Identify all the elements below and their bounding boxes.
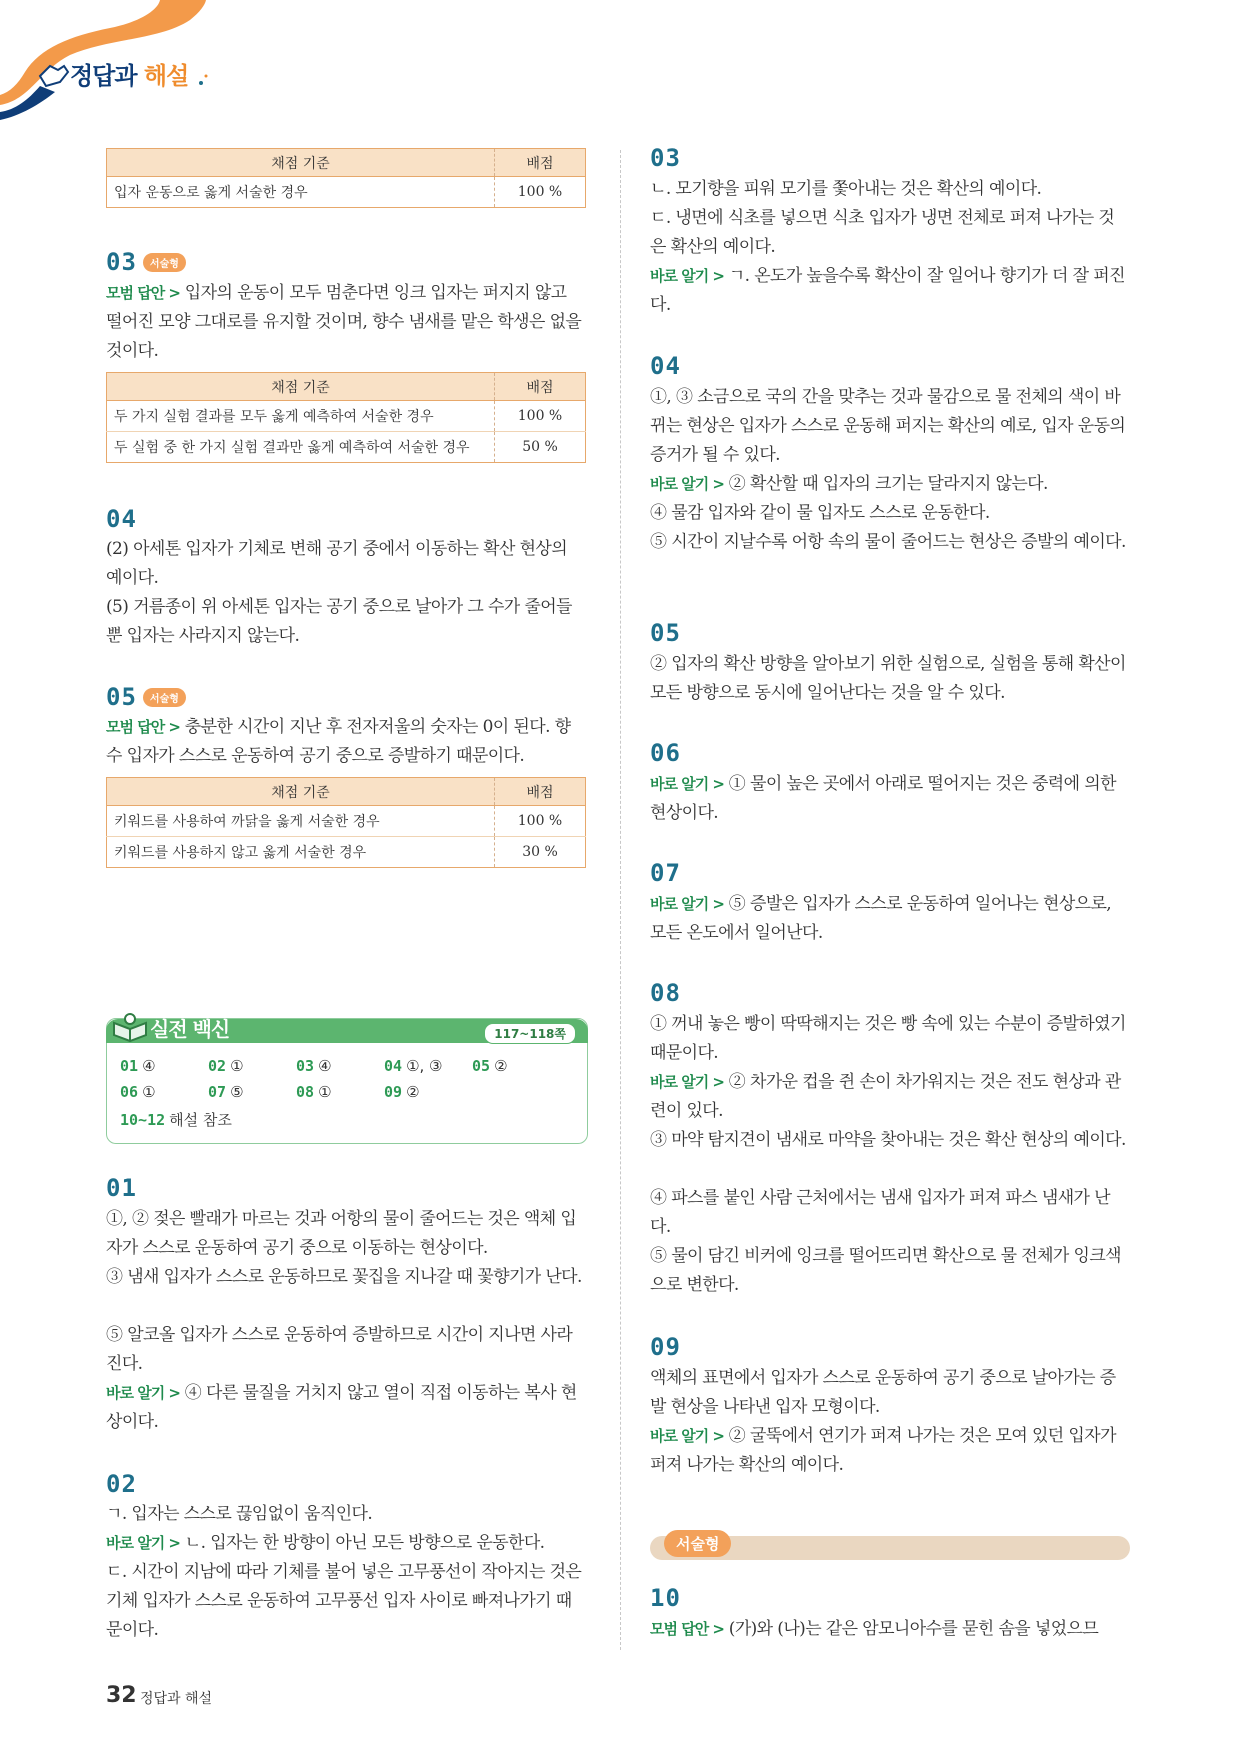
correct-note: 바로 알기 > ㄴ. 입자는 한 방향이 아닌 모든 방향으로 운동한다.	[106, 1533, 545, 1553]
answer-item: 05 ②	[472, 1057, 508, 1075]
explanation-text: ㄴ. 모기향을 피워 모기를 쫓아내는 것은 확산의 예이다.	[650, 179, 1042, 199]
answer-item: 09 ②	[384, 1083, 420, 1101]
correct-note: 바로 알기 > ① 물이 높은 곳에서 아래로 떨어지는 것은 중력에 의한 현상이다.	[650, 774, 1116, 823]
explanation-text: ② 입자의 확산 방향을 알아보기 위한 실험으로, 실험을 통해 확산이 모든 방향으로 동시에 일어난다는 것을 알 수 있다.	[650, 654, 1126, 703]
question-number: 05 서술형	[106, 683, 186, 711]
scoring-table-2: 채점 기준 배점 두 가지 실험 결과를 모두 옳게 예측하여 서술한 경우 100 % 두 실험 중 한 가지 실험 결과만 옳게 예측하여 서술한 경우 50 %	[106, 372, 586, 463]
model-answer: 모범 답안 > 입자의 운동이 모두 멈춘다면 잉크 입자는 퍼지지 않고 떨어진 모양 그대로를 유지할 것이며, 향수 냄새를 맡은 학생은 없을 것이다.	[106, 283, 582, 361]
table-row: 입자 운동으로 옳게 서술한 경우 100 %	[107, 177, 586, 208]
question-number: 01	[106, 1174, 137, 1202]
practice-title: 실전 백신	[150, 1017, 230, 1041]
question-number: 09	[650, 1333, 681, 1361]
explanation-text: ㄱ. 입자는 스스로 끊임없이 움직인다.	[106, 1504, 373, 1524]
correct-note: 바로 알기 > ④ 다른 물질을 거치지 않고 열이 직접 이동하는 복사 현상이다.	[106, 1383, 577, 1432]
explanation-text: (5) 거름종이 위 아세톤 입자는 공기 중으로 날아가 그 수가 줄어들 뿐 입자는 사라지지 않는다.	[106, 597, 572, 646]
explanation-text: ④ 물감 입자와 같이 물 입자도 스스로 운동한다.	[650, 503, 990, 523]
answer-item: 01 ④	[120, 1057, 156, 1075]
page-range-badge: 117~118쪽	[484, 1023, 576, 1044]
correct-note: 바로 알기 > ② 확산할 때 입자의 크기는 달라지지 않는다.	[650, 474, 1048, 494]
question-number: 03 서술형	[106, 248, 186, 276]
explanation-text: ① 꺼내 놓은 빵이 딱딱해지는 것은 빵 속에 있는 수분이 증발하였기 때문이다.	[650, 1014, 1126, 1063]
answer-item: 03 ④	[296, 1057, 332, 1075]
header-title: 정답과 해설	[70, 62, 189, 90]
explanation-text: ④ 파스를 붙인 사람 근처에서는 냄새 입자가 퍼져 파스 냄새가 난다.	[650, 1188, 1110, 1237]
explanation-text: ⑤ 물이 담긴 비커에 잉크를 떨어뜨리면 확산으로 물 전체가 잉크색으로 변한다.	[650, 1246, 1122, 1295]
table-row: 두 실험 중 한 가지 실험 결과만 옳게 예측하여 서술한 경우 50 %	[107, 432, 586, 463]
question-number: 07	[650, 859, 681, 887]
explanation-text: ㄷ. 냉면에 식초를 넣으면 식초 입자가 냉면 전체로 퍼져 나가는 것은 확산의 예이다.	[650, 208, 1115, 257]
scoring-table-1	[106, 148, 586, 208]
question-number: 03	[650, 144, 681, 172]
question-number: 10	[650, 1584, 681, 1612]
descriptive-badge: 서술형	[143, 253, 186, 272]
explanation-text: ⑤ 시간이 지날수록 어항 속의 물이 줄어드는 현상은 증발의 예이다.	[650, 532, 1126, 552]
answer-item: 08 ①	[296, 1083, 332, 1101]
question-number: 04	[650, 352, 681, 380]
table-row: 키워드를 사용하여 까닭을 옳게 서술한 경우 100 %	[107, 806, 586, 837]
page-number: 32	[106, 1683, 137, 1708]
model-answer: 모범 답안 > 충분한 시간이 지난 후 전자저울의 숫자는 0이 된다. 향수 입자가 스스로 운동하여 공기 중으로 증발하기 때문이다.	[106, 717, 571, 766]
explanation-text: ③ 냄새 입자가 스스로 운동하므로 꽃집을 지나갈 때 꽃향기가 난다.	[106, 1267, 582, 1287]
descriptive-section-label: 서술형	[664, 1530, 731, 1557]
descriptive-badge: 서술형	[143, 688, 186, 707]
correct-note: 바로 알기 > ② 차가운 컵을 쥔 손이 차가워지는 것은 전도 현상과 관련이 있다.	[650, 1072, 1121, 1121]
model-answer: 모범 답안 > (가)와 (나)는 같은 암모니아수를 묻힌 솜을 넣었으므	[650, 1619, 1099, 1639]
book-icon	[110, 1011, 150, 1045]
explanation-text: (2) 아세톤 입자가 기체로 변해 공기 중에서 이동하는 확산 현상의 예이다.	[106, 539, 568, 588]
explanation-text: ㄷ. 시간이 지남에 따라 기체를 불어 넣은 고무풍선이 작아지는 것은 기체 입자가 스스로 운동하여 고무풍선 입자 사이로 빠져나가기 때문이다.	[106, 1562, 582, 1640]
table-header-points: 배점	[495, 149, 586, 177]
answer-item: 06 ①	[120, 1083, 156, 1101]
question-number: 04	[106, 505, 137, 533]
question-number: 08	[650, 979, 681, 1007]
question-number: 05	[650, 619, 681, 647]
correct-note: 바로 알기 > ⑤ 증발은 입자가 스스로 운동하여 일어나는 현상으로, 모든 온도에서 일어난다.	[650, 894, 1112, 943]
practice-header	[106, 1011, 586, 1043]
scoring-table-3: 채점 기준 배점 키워드를 사용하여 까닭을 옳게 서술한 경우 100 % 키워드를 사용하지 않고 옳게 서술한 경우 30 %	[106, 777, 586, 868]
column-divider	[620, 150, 621, 1650]
footer-text: 정답과 해설	[140, 1691, 213, 1707]
explanation-text: ③ 마약 탐지견이 냄새로 마약을 찾아내는 것은 확산 현상의 예이다.	[650, 1130, 1126, 1150]
table-row: 두 가지 실험 결과를 모두 옳게 예측하여 서술한 경우 100 %	[107, 401, 586, 432]
answer-item: 07 ⑤	[208, 1083, 244, 1101]
answer-note: 10~12 해설 참조	[120, 1111, 232, 1129]
correct-note: 바로 알기 > ㄱ. 온도가 높을수록 확산이 잘 일어나 향기가 더 잘 퍼진다.	[650, 266, 1125, 315]
table-header-criteria: 채점 기준	[107, 149, 495, 177]
explanation-text: ⑤ 알코올 입자가 스스로 운동하여 증발하므로 시간이 지나면 사라진다.	[106, 1325, 573, 1374]
answer-item: 02 ①	[208, 1057, 244, 1075]
table-row: 키워드를 사용하지 않고 옳게 서술한 경우 30 %	[107, 837, 586, 868]
question-number: 02	[106, 1470, 137, 1498]
answer-item: 04 ①, ③	[384, 1057, 443, 1075]
explanation-text: ①, ③ 소금으로 국의 간을 맞추는 것과 물감으로 물 전체의 색이 바뀌는 현상은 입자가 스스로 운동해 퍼지는 확산의 예로, 입자 운동의 증거가 될 수 있다.	[650, 387, 1126, 465]
explanation-text: ①, ② 젖은 빨래가 마르는 것과 어항의 물이 줄어드는 것은 액체 입자가 스스로 운동하여 공기 중으로 이동하는 현상이다.	[106, 1209, 577, 1258]
question-number: 06	[650, 739, 681, 767]
explanation-text: 액체의 표면에서 입자가 스스로 운동하여 공기 중으로 날아가는 증발 현상을 나타낸 입자 모형이다.	[650, 1368, 1116, 1417]
correct-note: 바로 알기 > ② 굴뚝에서 연기가 퍼져 나가는 것은 모여 있던 입자가 퍼져 나가는 확산의 예이다.	[650, 1426, 1116, 1475]
